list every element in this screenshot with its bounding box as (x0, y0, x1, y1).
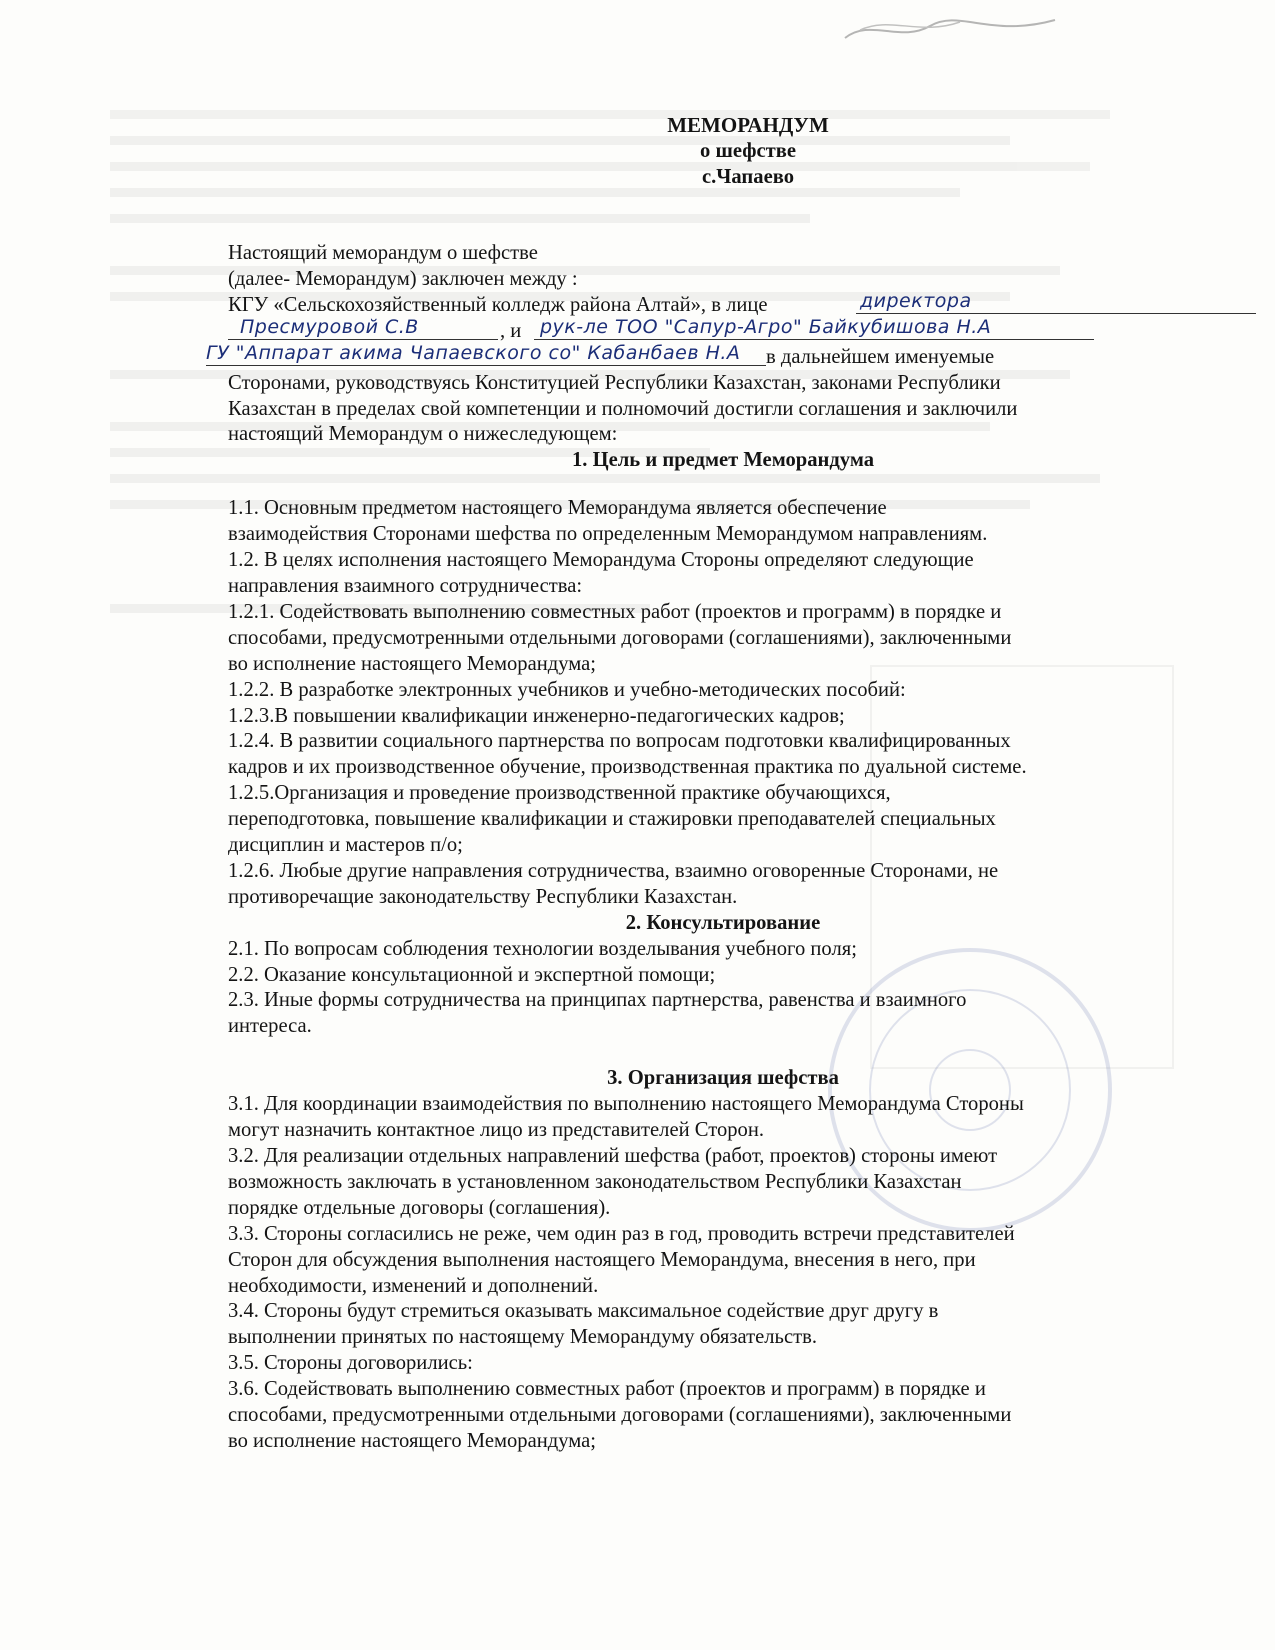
text-line: 3.3. Стороны согласились не реже, чем один раз в год, проводить встречи представителей (228, 1222, 1015, 1245)
handwritten-party3: ГУ "Аппарат акима Чапаевского со" Кабанбаев Н.А (206, 341, 741, 364)
intro-line: Настоящий меморандум о шефстве (228, 241, 538, 264)
section1-body (228, 496, 1218, 911)
text-line: 1.2.6. Любые другие направления сотрудничества, взаимно оговоренные Сторонами, не (228, 859, 999, 882)
intro-line-party3 (206, 341, 1218, 371)
handwritten-scribble (840, 8, 1060, 48)
text-line: кадров и их производственное обучение, производственная практика по дуальной системе. (228, 756, 1027, 779)
text-line: 1.2.4. В развитии социального партнерства по вопросам подготовки квалифицированных (228, 730, 1011, 753)
text-line: 1.2.3.В повышении квалификации инженерно-педагогических кадров; (228, 704, 845, 727)
intro-line: Казахстан в пределах свой компетенции и полномочий достигли соглашения и заключили (228, 397, 1018, 420)
text-line: переподготовка, повышение квалификации и стажировки преподавателей специальных (228, 808, 996, 831)
handwritten-director-name: Пресмуровой С.В (240, 315, 419, 338)
text-line: 1.2.1. Содействовать выполнению совместных работ (проектов и программ) в порядке и (228, 600, 1002, 623)
text-line: 1.2. В целях исполнения настоящего Меморандума Стороны определяют следующие (228, 549, 974, 572)
text-line: 1.2.2. В разработке электронных учебников и учебно-методических пособий: (228, 678, 906, 701)
text-line: способами, предусмотренными отдельными договорами (соглашениями), заключенными (228, 626, 1012, 649)
text-line: 3.4. Стороны будут стремиться оказывать максимальное содействие друг другу в (228, 1300, 939, 1323)
text-line: порядке отдельные договоры (соглашения). (228, 1196, 611, 1219)
document-place: с.Чапаево (701, 165, 794, 188)
section3-body (228, 1092, 1218, 1455)
text-line: 2.2. Оказание консультационной и экспертной помощи; (228, 963, 716, 986)
document-title: МЕМОРАНДУМ (667, 113, 829, 137)
intro-line: Сторонами, руководствуясь Конституцией Республики Казахстан, законами Республики (228, 371, 1001, 394)
text-line: могут назначить контактное лицо из представителей Сторон. (228, 1119, 765, 1142)
text-line: во исполнение настоящего Меморандума; (228, 652, 597, 675)
fill-underline (206, 365, 766, 366)
text-line: противоречащие законодательству Республики Казахстан. (228, 885, 738, 908)
intro-text: в дальнейшем именуемые (766, 345, 995, 368)
text-line: 3.2. Для реализации отдельных направлений шефства (работ, проектов) стороны имеют (228, 1145, 998, 1167)
text-line: 1.2.5.Организация и проведение производственной практике обучающихся, (228, 782, 891, 805)
text-line: дисциплин и мастеров п/о; (228, 834, 463, 857)
text-line: 1.1. Основным предметом настоящего Меморандума является обеспечение (228, 497, 887, 520)
text-line: во исполнение настоящего Меморандума; (228, 1429, 597, 1452)
text-line: необходимости, изменений и дополнений. (228, 1274, 599, 1297)
text-line: 2.3. Иные формы сотрудничества на принципах партнерства, равенства и взаимного (228, 989, 967, 1012)
handwritten-position: директора (860, 289, 972, 312)
text-line: взаимодействия Сторонами шефства по определенным Меморандумом направлениям. (228, 523, 988, 546)
text-line: интереса. (228, 1015, 312, 1038)
text-line: 3.6. Содействовать выполнению совместных работ (проектов и программ) в порядке и (228, 1378, 986, 1401)
text-line: направления взаимного сотрудничества: (228, 574, 583, 597)
text-line: 2.1. По вопросам соблюдения технологии возделывания учебного поля; (228, 937, 857, 960)
intro-text: КГУ «Сельскохозяйственный колледж района Алтай», в лице (228, 293, 768, 316)
text-line: Сторон для обсуждения выполнения настоящего Меморандума, внесения в него, при (228, 1248, 976, 1271)
intro-text: , и (500, 319, 522, 342)
text-line: выполнении принятых по настоящему Меморандуму обязательств. (228, 1326, 817, 1349)
section-heading: 2. Консультирование (625, 911, 821, 934)
intro-line: настоящий Меморандум о нижеследующем: (228, 423, 618, 446)
section2-body (228, 937, 1218, 1041)
intro-line: (далее- Меморандум) заключен между : (228, 267, 578, 290)
text-line: 3.1. Для координации взаимодействия по выполнению настоящего Меморандума Стороны (228, 1093, 1024, 1116)
text-line: 3.5. Стороны договорились: (228, 1352, 473, 1375)
handwritten-party2: рук-ле ТОО "Сапур-Агро" Байкубишова Н.А (540, 315, 992, 338)
text-line: способами, предусмотренными отдельными договорами (соглашениями), заключенными (228, 1404, 1012, 1427)
section-heading: 1. Цель и предмет Меморандума (572, 449, 874, 472)
memorandum-body (206, 112, 1218, 1455)
document-subtitle: о шефстве (700, 140, 796, 162)
section-heading: 3. Организация шефства (607, 1067, 839, 1090)
text-line: возможность заключать в установленном законодательством Республики Казахстан (228, 1170, 962, 1193)
